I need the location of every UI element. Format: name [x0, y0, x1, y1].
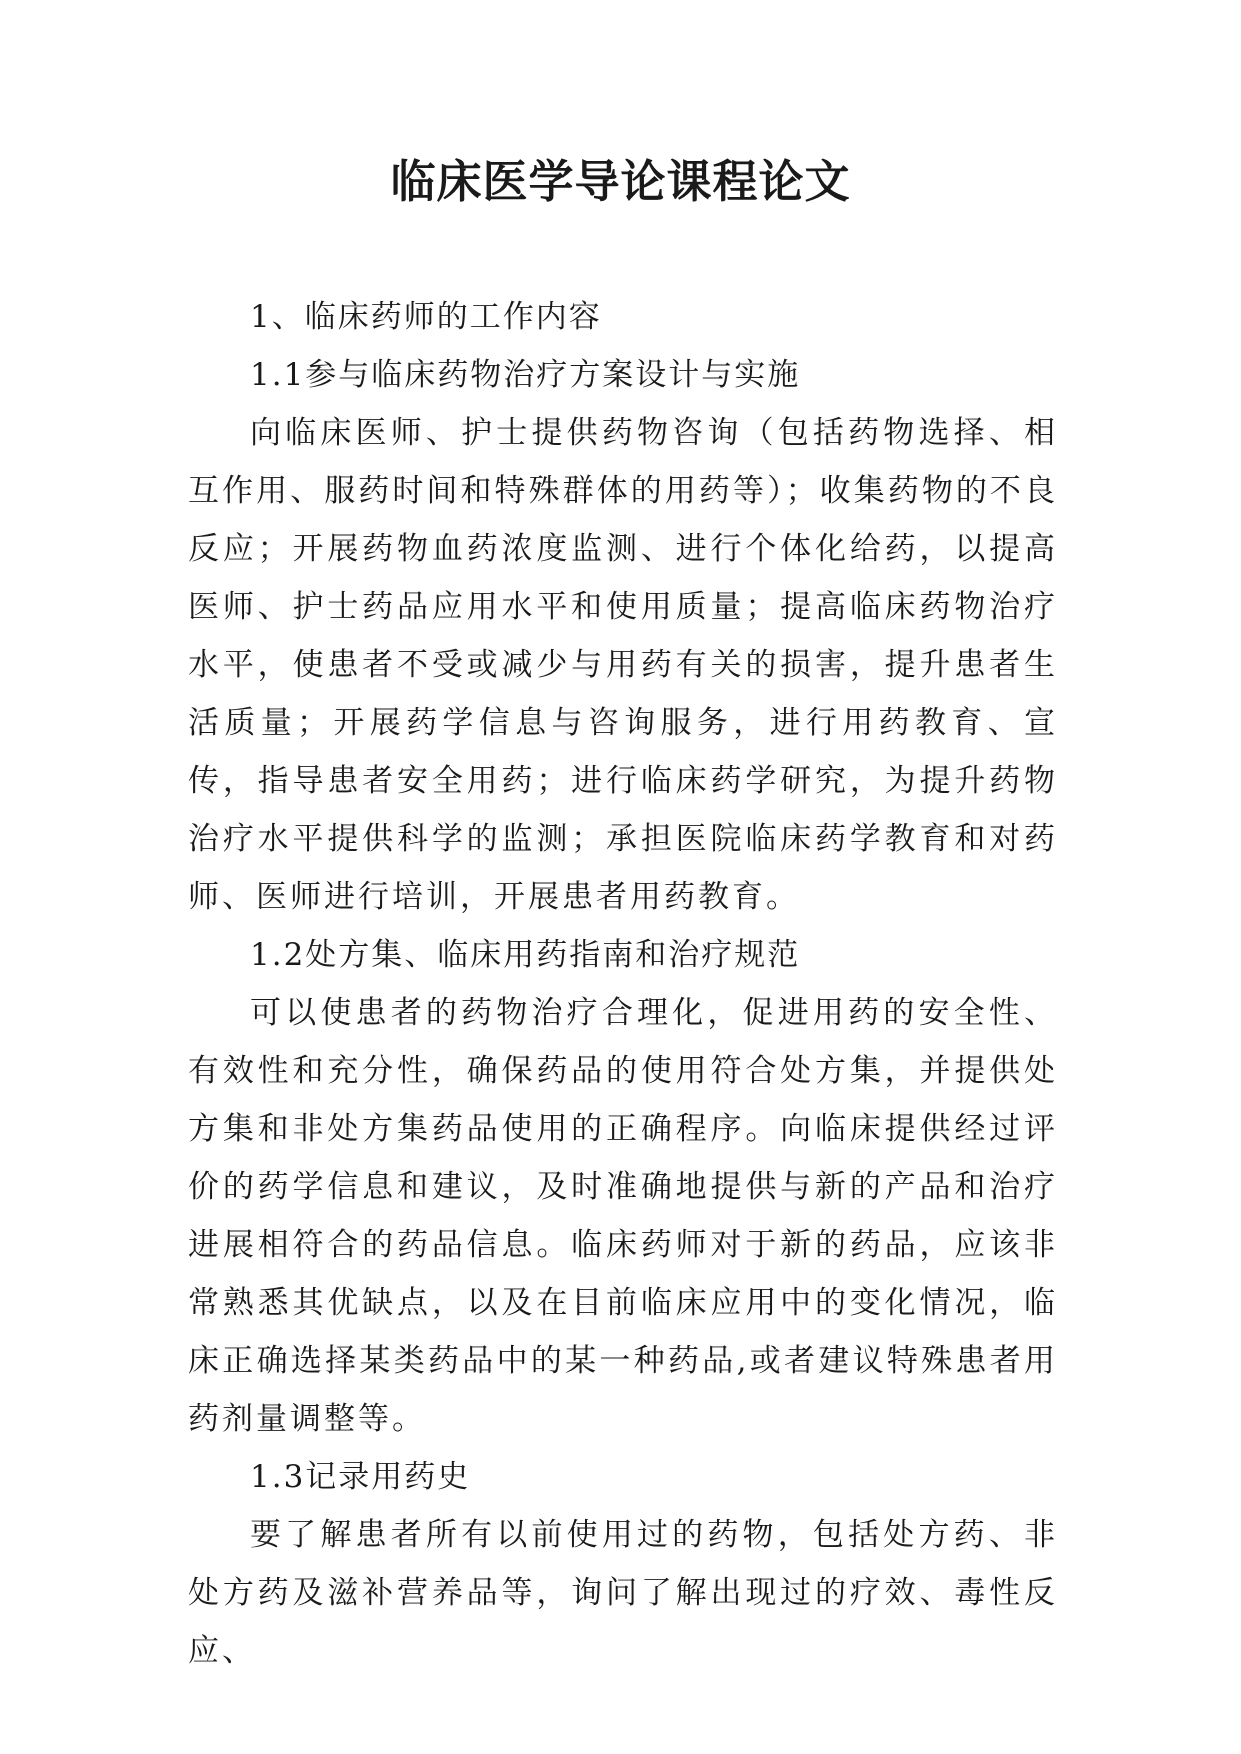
subsection-heading-1-2: 1.2处方集、临床用药指南和治疗规范: [250, 937, 801, 973]
section-heading-1: 1、临床药师的工作内容: [250, 299, 602, 335]
paragraph-1: 向临床医师、护士提供药物咨询（包括药物选择、相互作用、服药时间和特殊群体的用药等）；收集药物的不良反应；开展药物血药浓度监测、进行个体化给药，以提高医师、护士药品应用水平和使用质量；提高临床药物治疗水平，使患者不受或减少与用药有关的损害，提升患者生活质量；开展药学信息与咨询服务，进行用药教育、宣传，指导患者安全用药；进行临床药学研究，为提升药物治疗水平提供科学的监测；承担医院临床药学教育和对药师、医师进行培训，开展患者用药教育。: [188, 415, 1058, 915]
paragraph-3: 要了解患者所有以前使用过的药物，包括处方药、非处方药及滋补营养品等，询问了解出现过的疗效、毒性反应、: [188, 1517, 1058, 1669]
paragraph-2: 可以使患者的药物治疗合理化，促进用药的安全性、有效性和充分性，确保药品的使用符合处方集，并提供处方集和非处方集药品使用的正确程序。向临床提供经过评价的药学信息和建议，及时准确地提供与新的产品和治疗进展相符合的药品信息。临床药师对于新的药品，应该非常熟悉其优缺点，以及在目前临床应用中的变化情况，临床正确选择某类药品中的某一种药品,或者建议特殊患者用药剂量调整等。: [188, 995, 1058, 1437]
subsection-heading-1-1: 1.1参与临床药物治疗方案设计与实施: [250, 357, 801, 393]
document-body: [188, 288, 1058, 1680]
subsection-heading-1-3: 1.3记录用药史: [250, 1459, 471, 1495]
document-title: 临床医学导论课程论文: [390, 155, 851, 208]
